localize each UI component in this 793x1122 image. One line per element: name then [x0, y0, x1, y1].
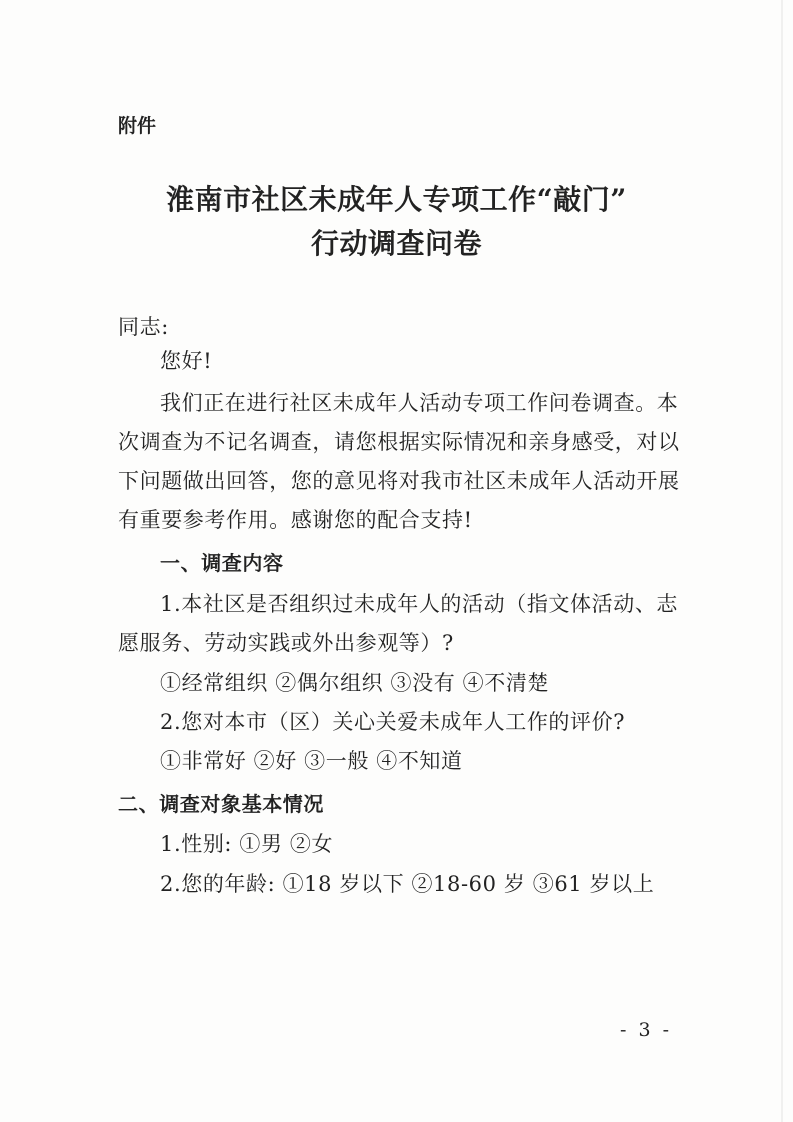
- scan-edge-shadow: [781, 0, 783, 1122]
- age-question: 2.您的年龄: ①18 岁以下 ②18-60 岁 ③61 岁以上: [160, 872, 655, 896]
- question-1-options: ①经常组织 ②偶尔组织 ③没有 ④不清楚: [160, 671, 550, 695]
- intro-line-1: 我们正在进行社区未成年人活动专项工作问卷调查。本: [160, 391, 679, 415]
- question-1-line-2: 愿服务、劳动实践或外出参观等）?: [118, 631, 454, 655]
- intro-line-3: 下问题做出回答，您的意见将对我市社区未成年人活动开展: [118, 469, 680, 493]
- gender-question: 1.性别: ①男 ②女: [160, 832, 334, 856]
- greeting: 您好!: [160, 349, 213, 373]
- document-title-line-2: 行动调查问卷: [310, 227, 482, 260]
- intro-line-4: 有重要参考作用。感谢您的配合支持!: [118, 508, 473, 532]
- question-2-options: ①非常好 ②好 ③一般 ④不知道: [160, 749, 463, 773]
- salutation: 同志:: [118, 315, 169, 339]
- question-2: 2.您对本市（区）关心关爱未成年人工作的评价?: [160, 710, 626, 734]
- section-heading-respondent-info: 二、调查对象基本情况: [118, 792, 324, 816]
- document-title-line-1: 淮南市社区未成年人专项工作“敲门”: [166, 183, 627, 216]
- page-number: - 3 -: [620, 1019, 673, 1041]
- question-1-line-1: 1.本社区是否组织过未成年人的活动（指文体活动、志: [160, 592, 679, 616]
- attachment-label: 附件: [118, 115, 157, 137]
- intro-line-2: 次调查为不记名调查，请您根据实际情况和亲身感受，对以: [118, 430, 680, 454]
- section-heading-survey-content: 一、调查内容: [160, 551, 284, 575]
